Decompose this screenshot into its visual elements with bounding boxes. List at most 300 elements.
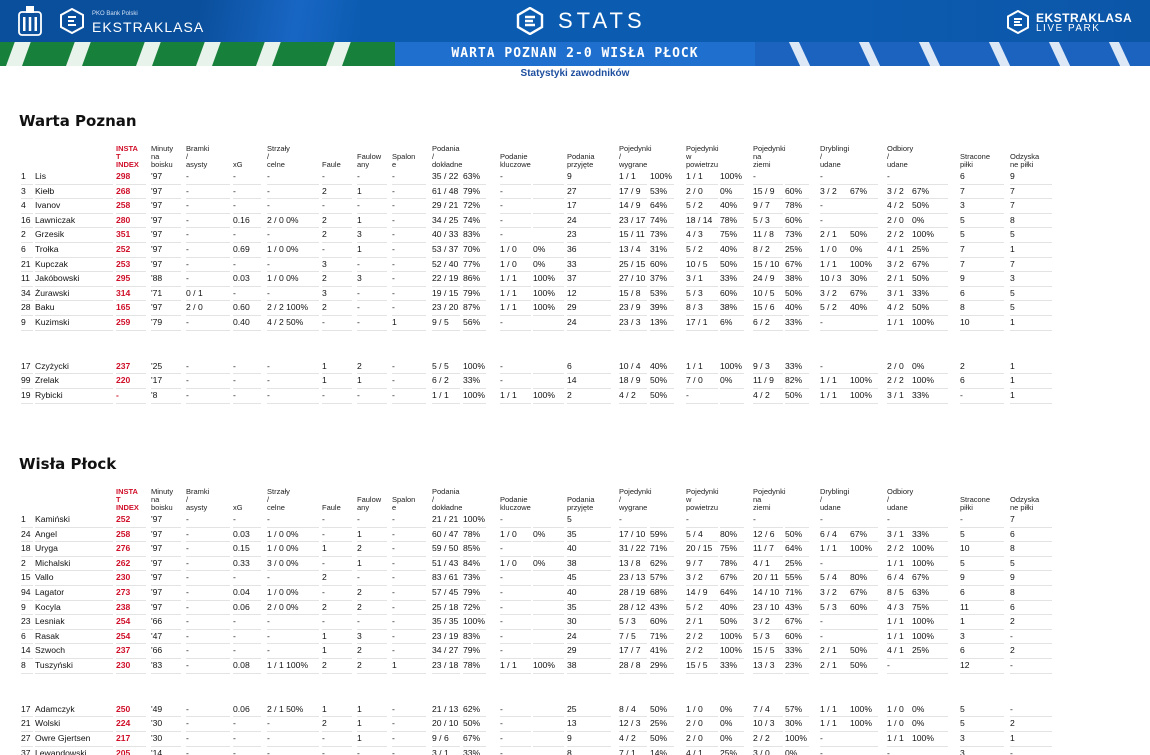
column-header[interactable]: Bramki / asysty [186,487,210,512]
player-name[interactable]: Rybicki [35,389,113,404]
stat-cell: 13 [567,717,611,732]
stat-cell [850,170,878,185]
stat-cell: 83 / 61 [432,571,460,586]
stat-cell: 10 / 4 [619,360,647,375]
stat-cell: 25% [785,557,809,572]
stat-cell: 3 / 1 [887,389,917,404]
stat-cell: - [186,542,230,557]
stat-cell: - [392,644,426,659]
stat-cell [533,703,564,718]
stat-cell: 4 / 3 [686,228,718,243]
stat-cell: '97 [151,601,181,616]
stat-cell: 5 / 4 [820,571,850,586]
stat-cell: 78% [463,659,486,674]
insta-index-value: 165 [116,301,146,316]
column-header[interactable]: Pojedynki na ziemi [753,487,786,512]
stat-cell: 53 / 37 [432,243,460,258]
column-header[interactable]: Spalon e [392,495,416,512]
stat-cell: 0% [720,374,744,389]
stat-cell [533,513,564,528]
stat-cell: 100% [850,703,878,718]
stat-cell: 2 [322,214,352,229]
stat-cell: 72% [463,199,486,214]
ekstraklasa-logo-icon [60,8,84,34]
column-header[interactable]: Odzyska ne piłki [1010,152,1040,169]
team-name-warta: Warta Poznan [19,112,137,130]
stat-cell: 100% [912,316,948,331]
insta-index-value: 276 [116,542,146,557]
stat-cell: 7 / 1 [619,747,647,755]
stat-cell: 2 [322,228,352,243]
stat-cell: 7 / 4 [753,703,783,718]
stat-cell: 20 / 15 [686,542,718,557]
stat-cell: 1 / 0 [820,243,850,258]
stat-cell: 3 [960,630,1004,645]
stat-cell: 50% [650,374,674,389]
stat-cell: 78% [720,557,744,572]
stat-cell: 100% [720,360,744,375]
stat-cell: 6 [567,360,611,375]
stat-cell: - [267,644,319,659]
stat-cell: 5 [1010,287,1052,302]
stat-cell: 25% [912,243,948,258]
column-header[interactable]: INSTA T INDEX [116,144,139,169]
stat-cell: - [820,199,850,214]
stat-cell: 0 / 1 [186,287,230,302]
stat-cell: - [392,228,426,243]
top-bar-stripe [200,0,360,42]
stat-cell: 2 / 2 [887,542,917,557]
stat-cell: 0% [912,214,948,229]
insta-index-value: 230 [116,659,146,674]
stat-cell: 5 / 5 [432,360,460,375]
stat-cell: 2 / 0 0% [267,601,319,616]
stat-cell: 0.04 [233,586,261,601]
stat-cell: '97 [151,214,181,229]
column-header[interactable]: Pojedynki / wygrane [619,487,652,512]
stat-cell: 67% [912,258,948,273]
stat-cell: - [233,287,261,302]
live-park-logo-icon [1006,10,1030,34]
stat-cell: 62% [463,703,486,718]
column-header[interactable]: Faule [322,503,341,512]
stat-cell: 60% [785,630,809,645]
stat-cell: - [500,360,531,375]
stat-cell: - [322,732,352,747]
stat-cell: 9 [1010,571,1052,586]
insta-index-value: 252 [116,243,146,258]
player-name[interactable]: Kiełb [35,185,113,200]
column-header[interactable]: Pojedynki w powietrzu [686,144,719,169]
stat-cell: 1 / 1 100% [267,659,319,674]
stat-cell: 1 / 0 0% [267,528,319,543]
stat-cell: 1 [322,644,352,659]
player-name[interactable]: Adamczyk [35,703,113,718]
stat-cell: 100% [533,272,564,287]
player-name[interactable]: Lawniczak [35,214,113,229]
player-name[interactable]: Kupczak [35,258,113,273]
stat-cell: 56% [463,316,486,331]
stat-cell: '49 [151,703,181,718]
player-name[interactable]: Kamiński [35,513,113,528]
stat-cell [912,513,948,528]
stat-cell: 4 / 1 [686,747,718,755]
player-name[interactable]: Jakóbowski [35,272,113,287]
stat-cell: 50% [785,287,809,302]
stat-cell: 2 / 2 [887,374,917,389]
stat-cell: 1 [1010,389,1052,404]
column-header[interactable]: Podanie kluczowe [500,152,531,169]
stat-cell [533,747,564,755]
stat-cell: 40 [567,542,611,557]
player-name[interactable]: Zrelak [35,374,113,389]
stat-cell: 29 [567,301,611,316]
stat-cell: 9 / 5 [432,316,460,331]
stat-cell: 100% [912,228,948,243]
stat-cell: - [267,571,319,586]
stat-cell: 77% [463,258,486,273]
stat-cell: 9 [21,316,33,331]
stat-cell: 28 [21,301,33,316]
stat-cell: 67% [850,528,878,543]
insta-index-value: 253 [116,258,146,273]
stat-cell: 100% [463,389,486,404]
column-header[interactable]: Podania przyjęte [567,152,595,169]
stat-cell: 21 [21,258,33,273]
stat-cell: 60% [850,601,878,616]
stat-cell: 6 [21,630,33,645]
stat-cell: 35 [567,528,611,543]
stat-cell: '83 [151,659,181,674]
stat-cell: - [820,557,850,572]
stat-cell: - [887,513,917,528]
stat-cell: - [820,360,850,375]
player-name[interactable]: Wolski [35,717,113,732]
column-header[interactable]: Podania przyjęte [567,495,595,512]
stat-cell: - [392,542,426,557]
stat-cell: 14 / 10 [753,586,783,601]
stat-cell: '97 [151,243,181,258]
stat-cell [850,360,878,375]
stat-cell: 6 [960,586,1004,601]
stat-cell: 0% [912,703,948,718]
stat-cell: 2 / 1 [820,659,850,674]
stat-cell: 11 / 8 [753,228,783,243]
stat-cell: - [233,185,261,200]
column-header[interactable]: Stracone piłki [960,152,991,169]
stat-cell: 15 / 9 [753,185,783,200]
player-name[interactable]: Kocyla [35,601,113,616]
stat-cell: - [357,199,387,214]
column-header[interactable]: Dryblingi / udane [820,144,850,169]
stat-cell: 67% [785,615,809,630]
stat-cell: 1 [1010,243,1052,258]
column-header[interactable]: Strzały / celne [267,144,290,169]
stat-cell: 73% [785,228,809,243]
insta-index-value: 220 [116,374,146,389]
stat-cell: - [392,170,426,185]
stat-cell: 57% [785,703,809,718]
column-header[interactable]: xG [233,160,243,169]
column-header[interactable]: Odzyska ne piłki [1010,495,1040,512]
stat-cell: - [392,732,426,747]
stat-cell: 45 [567,571,611,586]
stat-cell [533,644,564,659]
stat-cell: 1 / 1 [500,287,531,302]
stat-cell: 6 [960,644,1004,659]
stat-cell: '97 [151,571,181,586]
stat-cell: - [392,185,426,200]
stat-cell: - [500,615,531,630]
stat-cell: 4 / 3 [887,601,917,616]
stat-cell: 3 / 0 [753,747,783,755]
column-header[interactable]: Faule [322,160,341,169]
stat-cell: 17 [21,703,33,718]
player-name[interactable]: Żurawski [35,287,113,302]
player-name[interactable]: Rasak [35,630,113,645]
stats-title: STATS [558,8,646,33]
stat-cell: 74% [650,214,674,229]
column-header[interactable]: Odbiory / udane [887,487,914,512]
player-name[interactable]: Czyżycki [35,360,113,375]
column-header[interactable]: Pojedynki / wygrane [619,144,652,169]
insta-index-value: 254 [116,630,146,645]
column-header[interactable]: Faulow any [357,495,382,512]
player-name[interactable]: Michalski [35,557,113,572]
stat-cell: 60% [785,185,809,200]
stat-cell: 7 / 5 [619,630,647,645]
stat-cell: - [392,615,426,630]
stat-cell: - [500,374,531,389]
stat-cell: 50% [850,228,878,243]
column-header[interactable]: Pojedynki w powietrzu [686,487,719,512]
stat-cell: 100% [850,389,878,404]
player-name[interactable]: Uryga [35,542,113,557]
stat-cell: 1 / 1 [887,557,917,572]
stat-cell: 8 / 2 [753,243,783,258]
stat-cell: 17 / 9 [619,185,647,200]
stat-cell: 10 / 3 [753,717,783,732]
player-name[interactable]: Grzesik [35,228,113,243]
stat-cell: 1 / 1 [820,374,850,389]
stat-cell: 100% [850,717,878,732]
stat-cell: - [500,170,531,185]
stat-cell: 37 [567,272,611,287]
stat-cell: 2 / 2 [686,644,718,659]
stat-cell: 15 / 5 [753,644,783,659]
stat-cell: - [322,586,352,601]
stat-cell: - [186,199,230,214]
column-header[interactable]: Podanie kluczowe [500,495,531,512]
stat-cell: '97 [151,586,181,601]
player-name[interactable]: Vallo [35,571,113,586]
stat-cell: - [820,170,850,185]
stat-cell: 17 / 7 [619,644,647,659]
stat-cell: 9 / 6 [432,732,460,747]
stat-cell: '79 [151,316,181,331]
column-header[interactable]: Spalon e [392,152,416,169]
column-header[interactable]: Stracone piłki [960,495,991,512]
stat-cell: 6 [960,374,1004,389]
stat-cell: 0% [533,258,564,273]
stat-cell: 1 / 1 [686,170,718,185]
stat-cell: 1 [357,214,387,229]
stat-cell: - [357,747,387,755]
stat-cell: - [233,630,261,645]
stat-cell: 2 [322,601,352,616]
stat-cell: 8 [1010,542,1052,557]
stat-cell: 1 / 0 [887,717,917,732]
stat-cell: 3 [1010,272,1052,287]
stat-cell: 1 / 1 [887,732,917,747]
player-name[interactable]: Lewandowski [35,747,113,755]
stat-cell: 33% [912,528,948,543]
stat-cell: 23 / 19 [432,630,460,645]
column-header[interactable]: Podania / dokładne [432,144,463,169]
stat-cell: 1 / 1 [619,170,647,185]
stat-cell: 9 [21,601,33,616]
stat-cell: - [233,571,261,586]
stat-cell: 1 / 1 [887,615,917,630]
player-name[interactable]: Angel [35,528,113,543]
stat-cell: 33% [785,644,809,659]
stat-cell: 40% [650,360,674,375]
stat-cell: 25% [720,747,744,755]
stats-logo-icon [516,7,544,35]
live-park-title: EKSTRAKLASA [1036,11,1133,25]
stat-cell: 9 [567,732,611,747]
stat-cell: 0.60 [233,301,261,316]
player-name[interactable]: Trołka [35,243,113,258]
column-header[interactable]: Bramki / asysty [186,144,210,169]
stat-cell: 100% [850,542,878,557]
stat-cell: 14 / 9 [619,199,647,214]
stat-cell: 79% [463,185,486,200]
stat-cell [533,170,564,185]
stat-cell: - [186,170,230,185]
stat-cell: 53% [650,185,674,200]
column-header[interactable]: INSTA T INDEX [116,487,139,512]
stat-cell: 3 / 1 [887,287,917,302]
stat-cell: 4 [21,199,33,214]
column-header[interactable]: xG [233,503,243,512]
stat-cell: 34 / 25 [432,214,460,229]
stat-cell: - [820,630,850,645]
stat-cell: 2 / 2 100% [267,301,319,316]
stat-cell: - [233,513,261,528]
stat-cell: 17 / 1 [686,316,718,331]
stat-cell: 5 / 2 [686,199,718,214]
stat-cell [785,513,809,528]
stat-cell [533,571,564,586]
stat-cell: - [392,601,426,616]
stat-cell: 1 [357,374,387,389]
stat-cell: - [392,747,426,755]
stat-cell [533,732,564,747]
stat-cell: 28 / 19 [619,586,647,601]
stat-cell: 5 [567,513,611,528]
stat-cell: 3 [357,272,387,287]
player-name[interactable]: Szwoch [35,644,113,659]
stat-cell: 6 [960,170,1004,185]
stat-cell: - [820,732,850,747]
player-name[interactable]: Tuszyński [35,659,113,674]
column-header[interactable]: Strzały / celne [267,487,290,512]
stat-cell: 1 / 1 [686,360,718,375]
stat-cell: 2 / 0 [186,301,230,316]
stat-cell: 3 [960,732,1004,747]
stat-cell: - [186,630,230,645]
stat-cell: - [392,389,426,404]
stat-cell: 2 [357,586,387,601]
stat-cell: - [233,747,261,755]
stat-cell: 2 [21,228,33,243]
insta-index-value: 258 [116,199,146,214]
stat-cell: 5 [1010,557,1052,572]
stat-cell [850,557,878,572]
column-header[interactable]: Dryblingi / udane [820,487,850,512]
stat-cell: 85% [463,542,486,557]
column-header[interactable]: Faulow any [357,152,382,169]
stat-cell: '8 [151,389,181,404]
stat-cell: 2 [322,571,352,586]
stat-cell: 4 / 2 [887,301,917,316]
stat-cell: 15 / 8 [619,287,647,302]
stat-cell: 5 [1010,301,1052,316]
stat-cell: 100% [912,615,948,630]
player-name[interactable]: Baku [35,301,113,316]
stat-cell: 8 / 3 [686,301,718,316]
stat-cell: 0.03 [233,272,261,287]
stat-cell: 6 / 4 [820,528,850,543]
insta-index-value: 230 [116,571,146,586]
stat-cell: '71 [151,287,181,302]
stat-cell: 5 / 2 [820,301,850,316]
player-name[interactable]: Lagator [35,586,113,601]
player-name[interactable]: Lis [35,170,113,185]
column-header[interactable]: Podania / dokładne [432,487,463,512]
stat-cell: 80% [850,571,878,586]
player-name[interactable]: Owre Gjertsen [35,732,113,747]
stat-cell: 67% [912,571,948,586]
stat-cell: - [186,389,230,404]
column-header[interactable]: Minuty na boisku [151,487,174,512]
stat-cell: - [500,630,531,645]
stat-cell: 14 [21,644,33,659]
stat-cell: 2 / 0 [686,732,718,747]
stat-cell: - [322,747,352,755]
column-header[interactable]: Odbiory / udane [887,144,914,169]
player-name[interactable]: Kuzimski [35,316,113,331]
stat-cell: 6 [21,243,33,258]
stat-cell: 4 / 2 50% [267,316,319,331]
stat-cell: 8 [1010,214,1052,229]
stat-cell: 30% [850,272,878,287]
stat-cell: - [500,542,531,557]
stat-cell: 6 [1010,601,1052,616]
stat-cell: 1 [357,732,387,747]
match-title: WARTA POZNAN 2-0 WISŁA PŁOCK [451,46,699,61]
stat-cell: 79% [463,644,486,659]
stat-cell: - [233,170,261,185]
column-header[interactable]: Minuty na boisku [151,144,174,169]
stat-cell: - [357,513,387,528]
stat-cell: 83% [463,228,486,243]
column-header[interactable]: Pojedynki na ziemi [753,144,786,169]
stat-cell: 62% [650,557,674,572]
player-name[interactable]: Ivanov [35,199,113,214]
player-name[interactable]: Lesniak [35,615,113,630]
